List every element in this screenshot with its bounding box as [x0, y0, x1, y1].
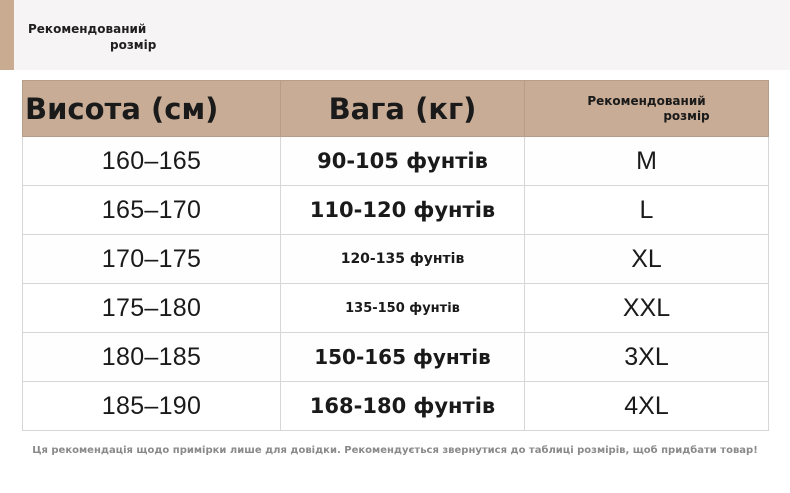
- table-row: [23, 235, 769, 284]
- accent-stripe: [0, 0, 14, 70]
- size-cell: 4XL: [525, 382, 769, 431]
- height-cell: 175–180: [23, 284, 281, 333]
- column-header-height: Висота (см): [23, 81, 281, 137]
- height-cell: 170–175: [23, 235, 281, 284]
- column-header-weight: Вага (кг): [281, 81, 525, 137]
- column-header-recommended-line2: розмір: [663, 108, 710, 123]
- table-row: [23, 333, 769, 382]
- table-row: [23, 137, 769, 186]
- height-cell: 185–190: [23, 382, 281, 431]
- size-cell: XXL: [525, 284, 769, 333]
- size-cell: XL: [525, 235, 769, 284]
- page-title-line1: Рекомендований: [28, 22, 147, 36]
- table-header-row: [23, 81, 769, 137]
- weight-cell: 120-135 фунтів: [281, 235, 525, 284]
- table-row: [23, 284, 769, 333]
- weight-cell: 135-150 фунтів: [281, 284, 525, 333]
- table-row: [23, 186, 769, 235]
- size-cell: L: [525, 186, 769, 235]
- weight-cell: 90-105 фунтів: [281, 137, 525, 186]
- table-row: [23, 382, 769, 431]
- page-title: [28, 21, 156, 53]
- height-cell: 180–185: [23, 333, 281, 382]
- weight-cell: 150-165 фунтів: [281, 333, 525, 382]
- weight-cell: 110-120 фунтів: [281, 186, 525, 235]
- size-chart-table: [22, 80, 769, 431]
- page-title-line2: розмір: [110, 38, 157, 52]
- size-cell: 3XL: [525, 333, 769, 382]
- height-cell: 165–170: [23, 186, 281, 235]
- weight-cell: 168-180 фунтів: [281, 382, 525, 431]
- size-cell: M: [525, 137, 769, 186]
- column-header-recommended-line1: Рекомендований: [587, 93, 706, 108]
- height-cell: 160–165: [23, 137, 281, 186]
- footnote-disclaimer: Ця рекомендація щодо примірки лише для довідки. Рекомендується звернутися до таблиці розмірів, щоб придбати товар!: [32, 445, 758, 456]
- column-header-recommended-size: [525, 81, 769, 137]
